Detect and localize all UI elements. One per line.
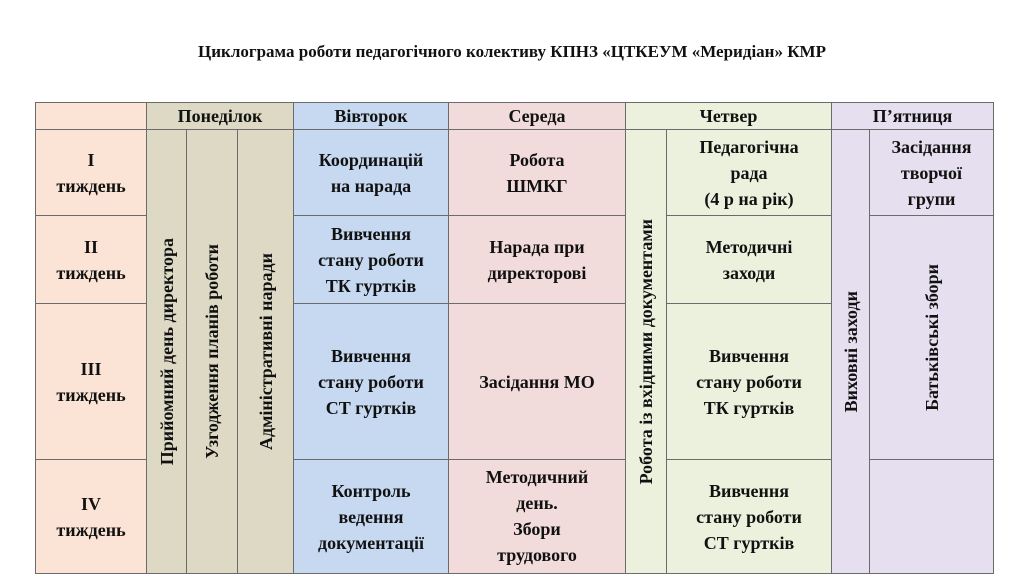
monday-text-3: Адміністративні наради [255,253,276,450]
tuesday-week-2: Вивчення стану роботи ТК гуртків [294,216,449,304]
friday-vertical-text: Виховні заходи [840,290,861,413]
header-monday: Понеділок [147,102,294,130]
monday-col-1 [147,130,187,574]
thursday-week-1: Педагогічна рада (4 р на рік) [667,130,832,216]
tuesday-week-3: Вивчення стану роботи СТ гуртків [294,304,449,460]
friday-weeks-2-3 [870,216,994,460]
thursday-vertical-col [626,130,667,574]
thursday-week-2: Методичні заходи [667,216,832,304]
friday-week-1: Засідання творчої групи [870,130,994,216]
header-wednesday: Середа [449,102,626,130]
thursday-week-4: Вивчення стану роботи СТ гуртків [667,460,832,574]
friday-vertical-col [832,130,870,574]
monday-text-2: Узгодження планів роботи [202,244,222,459]
week-1-label: I тиждень [35,130,147,216]
wednesday-week-1: Робота ШМКГ [449,130,626,216]
friday-parents-text: Батьківські збори [921,264,942,411]
week-4-label: IV тиждень [35,460,147,574]
header-tuesday: Вівторок [294,102,449,130]
wednesday-week-3: Засідання МО [449,304,626,460]
wednesday-week-4: Методичний день. Збори трудового [449,460,626,574]
wednesday-week-2: Нарада при директорові [449,216,626,304]
page-title: Циклограма роботи педагогічного колективу КПНЗ «ЦТКЕУМ «Меридіан» КМР [198,42,826,61]
friday-week-4 [870,460,994,574]
week-3-label: III тиждень [35,304,147,460]
tuesday-week-4: Контроль ведення документації [294,460,449,574]
schedule-table [35,102,994,574]
week-2-label: II тиждень [35,216,147,304]
header-thursday: Четвер [626,102,832,130]
header-friday: П’ятниця [832,102,994,130]
monday-text-1: Прийомний день директора [156,237,177,466]
tuesday-week-1: Координацій на нарада [294,130,449,216]
thursday-vertical-text: Робота із вхідними документами [636,218,656,485]
thursday-week-3: Вивчення стану роботи ТК гуртків [667,304,832,460]
header-corner [35,102,147,130]
monday-col-3 [238,130,294,574]
monday-col-2 [187,130,238,574]
